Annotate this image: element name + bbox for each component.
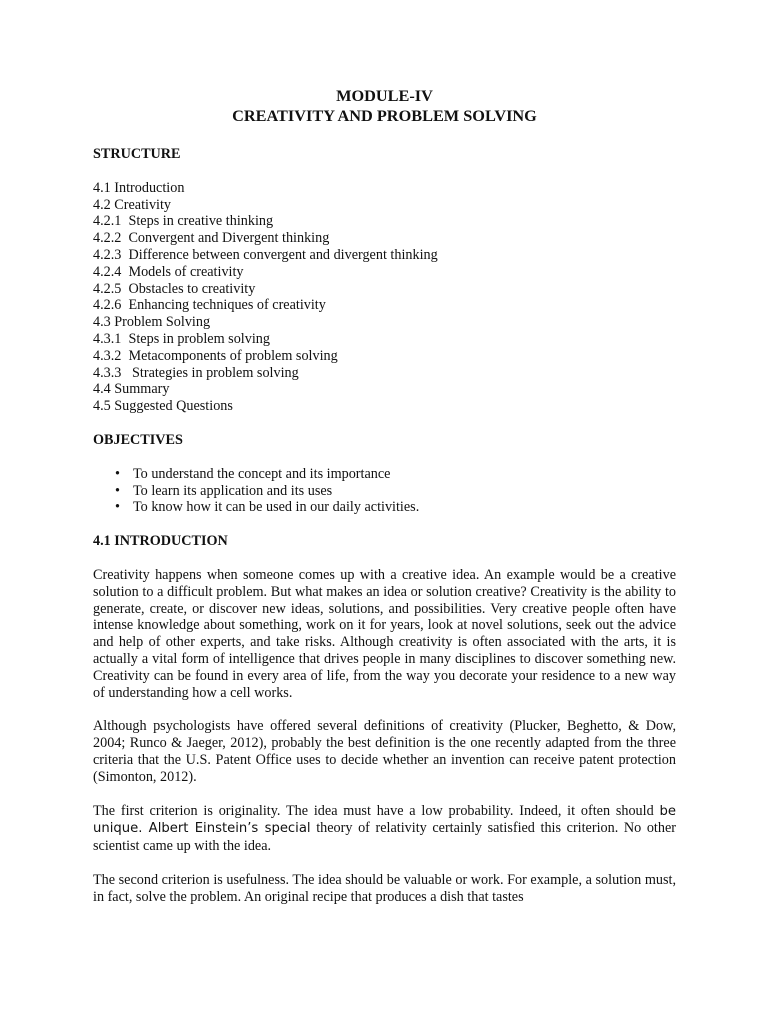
toc-item: 4.3.3 Strategies in problem solving [93,364,299,381]
toc-item: 4.2.2 Convergent and Divergent thinking [93,230,330,247]
originality-text-start: The first criterion is originality. The idea must have a low probability. Indeed, it often should [93,802,660,819]
toc-item: 4.4 Summary [93,381,170,398]
module-subtitle: CREATIVITY AND PROBLEM SOLVING [232,105,537,125]
toc-item: 4.2.3 Difference between convergent and divergent thinking [93,246,438,263]
objective-text: To know how it can be used in our daily activities. [133,499,420,516]
objective-text: To learn its application and its uses [133,482,333,499]
toc-item: 4.3.2 Metacomponents of problem solving [93,347,338,364]
document-page [93,86,676,905]
toc-item: 4.2.5 Obstacles to creativity [93,280,256,297]
toc-item: 4.1 Introduction [93,179,185,196]
objectives-heading: OBJECTIVES [93,431,183,448]
toc-item: 4.3 Problem Solving [93,314,211,331]
objective-text: To understand the concept and its importance [133,465,391,482]
toc-item: 4.5 Suggested Questions [93,398,233,415]
originality-text-end: theory of relativity certainly satisfied this criterion. No other scientist came up with the idea. [93,820,676,855]
intro-paragraph-2: Although psychologists have offered several definitions of creativity (Plucker, Beghetto, & Dow, 2004; Runco & Jaeger, 2012), probably the best definition is the one recently adapted from the three criteria that the U.S. Patent Office uses to decide whether an invention can receive patent protection (Simonton, 2012). [93,718,676,785]
bullet-icon: • [115,482,120,499]
objectives-list [93,466,676,516]
list-item [93,499,676,516]
bullet-icon: • [115,499,120,516]
structure-heading: STRUCTURE [93,146,181,162]
toc-item: 4.2.6 Enhancing techniques of creativity [93,297,326,314]
bullet-icon: • [115,465,120,482]
list-item [93,483,676,500]
intro-paragraph-1: Creativity happens when someone comes up with a creative idea. An example would be a creative solution to a difficult problem. But what makes an idea or solution creative? Creativity is the ability to generate, create, or discover new ideas, solutions, and possibilities. Very creative people often have intense knowledge about something, work on it for years, look at novel solutions, seek out the advice and help of other experts, and take risks. Although creativity is often associated with the arts, it is actually a vital form of intelligence that drives people in many disciplines to discover something new. Creativity can be found in every area of life, from the way you decorate your residence to a new way of understanding how a cell works. [93,566,676,701]
module-title: MODULE-IV [336,86,433,105]
introduction-heading: 4.1 INTRODUCTION [93,533,228,550]
table-of-contents [93,180,676,415]
originality-text-sans: be unique. Albert Einstein’s special [93,803,676,837]
document-title [93,86,676,125]
list-item [93,466,676,483]
usefulness-paragraph: The second criterion is usefulness. The idea should be valuable or work. For example, a solution must, in fact, solve the problem. An original recipe that produces a dish that tastes [93,871,676,905]
toc-item: 4.2.4 Models of creativity [93,263,244,280]
originality-paragraph [93,803,676,855]
toc-item: 4.2 Creativity [93,196,172,213]
toc-item: 4.3.1 Steps in problem solving [93,330,270,347]
toc-item: 4.2.1 Steps in creative thinking [93,213,274,230]
